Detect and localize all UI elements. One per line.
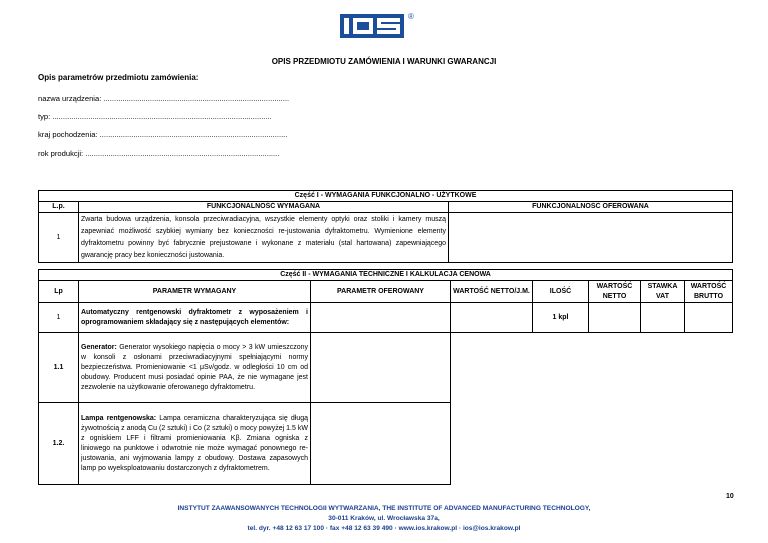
parameter-label: Generator: <box>81 343 117 351</box>
ios-logo <box>340 14 404 38</box>
table-row <box>39 303 733 333</box>
field-production-year[interactable]: rok produkcji: ............................................................................................ <box>38 149 280 158</box>
col-lp: L.p. <box>39 202 79 213</box>
parameter-label: Lampa rentgenowska: <box>81 414 157 422</box>
required-parameter-text: Lampa ceramiczna charakteryzująca się długą żywotnością z anodą Cu (2 sztuki) i Co (2 sztuki) o mocy powyżej 1.5 kW z ogniskiem LFF i filtrami promieniowania Kβ. Zmiana ogniska z liniowego na punktowe i odwrotnie nie może wymagać ponownego re-justowania, ani wyjmowania lampy z obudowy. Dostawa zapasowych lamp po wyeksploatowaniu dostarczonych z dyfraktometrem. <box>81 414 308 472</box>
footer-contact: tel. dyr. +48 12 63 17 100 · fax +48 12 63 39 490 · www.ios.krakow.pl · ios@ios.krakow.pl <box>247 525 521 532</box>
row-lp: 1 <box>39 303 79 333</box>
field-type[interactable]: typ: ........................................................................................................ <box>38 112 272 121</box>
header-net-value: WARTOŚĆ NETTO <box>589 281 641 303</box>
page-number: 10 <box>726 493 734 500</box>
gross-value-cell[interactable] <box>685 303 733 333</box>
row-lp: 1.2. <box>39 403 79 485</box>
net-value-per-unit-cell[interactable] <box>451 303 533 333</box>
quantity-cell: 1 kpl <box>533 303 589 333</box>
required-parameter-text: Automatyczny rentgenowski dyfraktometr z wyposażeniem i oprogramowaniem składający się z następujących elementów: <box>79 303 311 333</box>
offered-parameter-cell[interactable] <box>311 403 451 485</box>
form-heading: Opis parametrów przedmiotu zamówienia: <box>38 73 199 82</box>
header-lp: Lp <box>39 281 79 303</box>
header-quantity: ILOŚĆ <box>533 281 589 303</box>
row-lp: 1.1 <box>39 333 79 403</box>
header-offered-parameter: PARAMETR OFEROWANY <box>311 281 451 303</box>
header-gross-value: WARTOŚĆ BRUTTO <box>685 281 733 303</box>
header-required-parameter: PARAMETR WYMAGANY <box>79 281 311 303</box>
required-functionality-text: Zwarta budowa urządzenia, konsola przeciwradiacyjna, wszystkie elementy optyki oraz stoliki i kamery muszą zapewniać możliwość szybkiej wymiany bez konieczności re-justowania dyfraktometru. Wymienione elementy dyfraktometru powinny być fabrycznie prejustowane i wykonane z materiału (stal hartowana) zapewniającego gwarancję pracy bez konieczności justowania. <box>79 213 449 263</box>
part1-title: Część I - WYMAGANIA FUNKCJONALNO - UŻYTKOWE <box>39 191 733 202</box>
row-lp: 1 <box>39 213 79 263</box>
footer-institute-name: INSTYTUT ZAAWANSOWANYCH TECHNOLOGII WYTWARZANIA, THE INSTITUTE OF ADVANCED MANUFACTURING TECHNOLOGY, <box>177 505 591 512</box>
registered-mark: ® <box>408 12 414 21</box>
offered-parameter-cell[interactable] <box>311 333 451 403</box>
offered-parameter-cell[interactable] <box>311 303 451 333</box>
table-row <box>39 403 733 485</box>
part2-table <box>38 269 733 485</box>
document-title: OPIS PRZEDMIOTU ZAMÓWIENIA I WARUNKI GWARANCJI <box>271 57 497 66</box>
net-value-cell[interactable] <box>589 303 641 333</box>
header-net-value-per-unit: WARTOŚĆ NETTO/J.M. <box>451 281 533 303</box>
footer-address: 30-011 Kraków, ul. Wrocławska 37a, <box>328 515 440 522</box>
part1-table <box>38 190 733 263</box>
part2-title: Część II - WYMAGANIA TECHNICZNE I KALKULACJA CENOWA <box>39 270 733 281</box>
col-offered-functionality: FUNKCJONALNOŚĆ OFEROWANA <box>449 202 733 213</box>
field-country-of-origin[interactable]: kraj pochodzenia: ......................................................................................... <box>38 130 288 139</box>
col-required-functionality: FUNKCJONALNOŚĆ WYMAGANA <box>79 202 449 213</box>
required-parameter-text: Generator wysokiego napięcia o mocy > 3 kW umieszczony w konsoli z osłonami przeciwradiacyjnymi spełniającymi normy bezpieczeństwa. Promieniowanie <1 μSv/godz. w odległości 10 cm od obudowy. Producent musi posiadać opinie PAA, że nie wymagane jest zezwolenie na użytkowanie oferowanego dyfraktometru. <box>81 343 308 391</box>
table-row <box>39 333 733 403</box>
field-device-name[interactable]: nazwa urządzenia: ........................................................................................ <box>38 94 290 103</box>
offered-functionality-cell[interactable] <box>449 213 733 263</box>
vat-rate-cell[interactable] <box>641 303 685 333</box>
header-vat-rate: STAWKA VAT <box>641 281 685 303</box>
